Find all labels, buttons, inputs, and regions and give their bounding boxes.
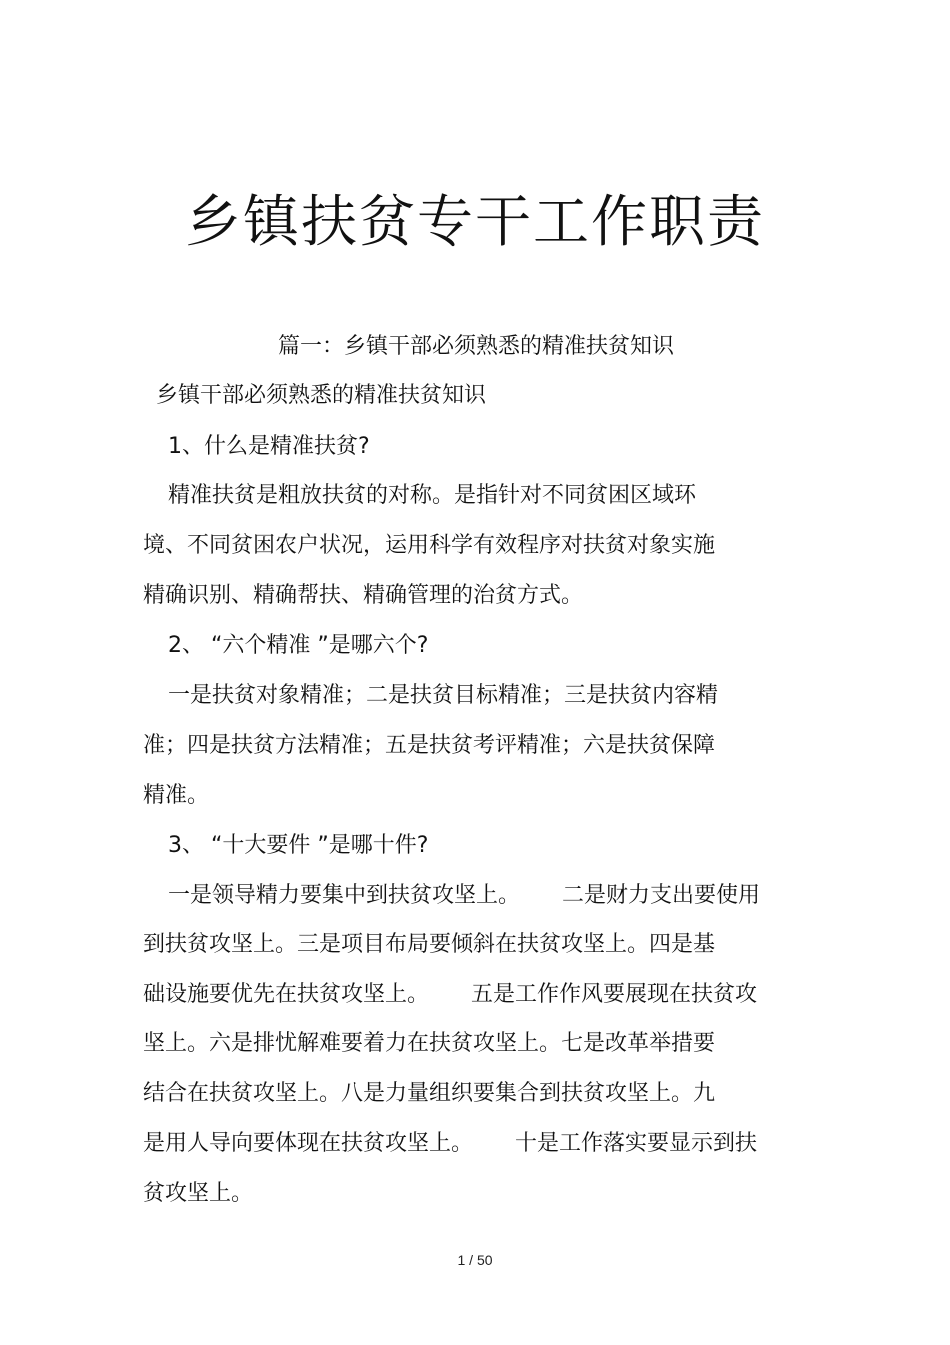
paragraph-line: 坚上。六是排忧解难要着力在扶贫攻坚上。七是改革举措要 xyxy=(143,1031,716,1056)
paragraph-line: 到扶贫攻坚上。三是项目布局要倾斜在扶贫攻坚上。四是基 xyxy=(143,932,716,957)
paragraph-line: 础设施要优先在扶贫攻坚上。 五是工作作风要展现在扶贫攻 xyxy=(143,982,757,1007)
paragraph-line: 结合在扶贫攻坚上。八是力量组织要集合到扶贫攻坚上。九 xyxy=(143,1081,716,1106)
document-title: 乡镇扶贫专干工作职责 xyxy=(185,190,765,255)
section-heading: 篇一：乡镇干部必须熟悉的精准扶贫知识 xyxy=(278,334,675,359)
paragraph-line: 贫攻坚上。 xyxy=(143,1181,254,1206)
paragraph-line: 一是扶贫对象精准；二是扶贫目标精准；三是扶贫内容精 xyxy=(168,683,719,708)
question-2: 2、 “六个精准 ”是哪六个? xyxy=(168,633,429,658)
paragraph-line: 境、不同贫困农户状况，运用科学有效程序对扶贫对象实施 xyxy=(143,533,716,558)
intro-heading: 乡镇干部必须熟悉的精准扶贫知识 xyxy=(156,383,487,408)
paragraph-line: 是用人导向要体现在扶贫攻坚上。 十是工作落实要显示到扶 xyxy=(143,1131,757,1156)
question-1: 1、什么是精准扶贫? xyxy=(168,434,370,459)
paragraph-line: 精准扶贫是粗放扶贫的对称。是指针对不同贫困区域环 xyxy=(168,483,697,508)
paragraph-line: 准；四是扶贫方法精准；五是扶贫考评精准；六是扶贫保障 xyxy=(143,733,716,758)
question-3: 3、 “十大要件 ”是哪十件? xyxy=(168,833,429,858)
paragraph-line: 精准。 xyxy=(143,783,210,808)
paragraph-line: 一是领导精力要集中到扶贫攻坚上。 二是财力支出要使用 xyxy=(168,883,760,908)
page-indicator: 1 / 50 xyxy=(457,1252,493,1268)
paragraph-line: 精确识别、精确帮扶、精确管理的治贫方式。 xyxy=(143,583,584,608)
